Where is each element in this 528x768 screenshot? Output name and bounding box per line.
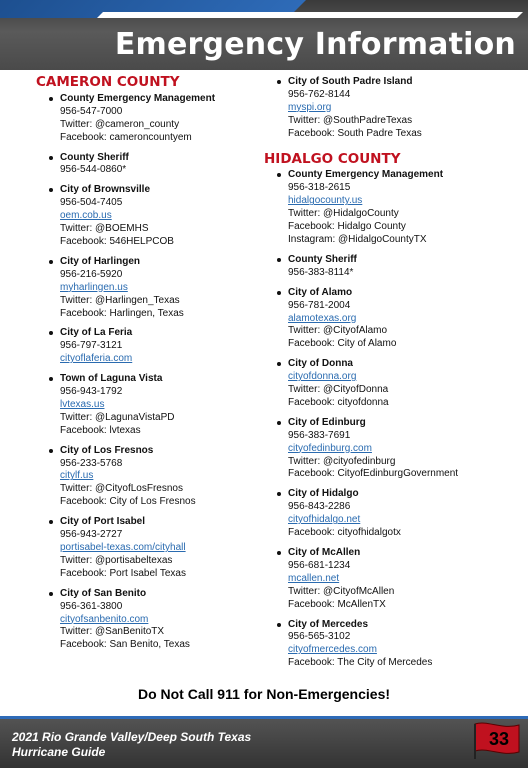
entry-name: City of Mercedes (288, 618, 369, 630)
website-link[interactable]: alamotexas.org (288, 312, 357, 324)
entry-line: Facebook: Hidalgo County (288, 221, 406, 233)
entry-line: Twitter: @CityofDonna (288, 384, 389, 396)
contact-entry (36, 152, 261, 178)
top-entry-list (264, 76, 524, 141)
website-link[interactable]: mcallen.net (288, 572, 340, 584)
contact-entry (36, 184, 261, 249)
website-link[interactable]: cityofedinburg.com (288, 442, 372, 454)
entry-line: 956-681-1234 (288, 559, 351, 571)
guide-title-line1: 2021 Rio Grande Valley/Deep South Texas (12, 730, 252, 744)
contact-entry (36, 327, 261, 366)
entry-name: City of Alamo (288, 286, 353, 298)
entry-name: County Emergency Management (288, 169, 444, 181)
website-link[interactable]: cityoflaferia.com (60, 353, 133, 365)
entry-line: Twitter: @CityofMcAllen (288, 585, 395, 597)
contact-entry (36, 93, 261, 145)
footer-accent-line (0, 716, 528, 719)
contact-entry (264, 547, 524, 612)
entry-line: 956-547-7000 (60, 105, 123, 117)
entry-line: Facebook: CityofEdinburgGovernment (288, 468, 459, 480)
entry-name: City of Los Fresnos (60, 444, 154, 456)
entry-name: County Emergency Management (60, 92, 216, 104)
contact-entry (264, 254, 524, 280)
entry-line: Facebook: City of Los Fresnos (60, 496, 196, 508)
contact-entry (36, 445, 261, 510)
footer-bar (0, 716, 528, 768)
contact-entry (264, 287, 524, 352)
county-heading: CAMERON COUNTY (36, 74, 180, 90)
header-bar (0, 0, 528, 70)
entry-line: Twitter: @BOEMHS (60, 223, 149, 235)
entry-line: Twitter: @cityofedinburg (288, 455, 396, 467)
entry-line: Twitter: @Harlingen_Texas (60, 294, 180, 306)
entry-name: City of Harlingen (60, 255, 141, 267)
contact-entry (36, 588, 261, 653)
hidalgo-entry-list (264, 169, 524, 670)
entry-line: 956-565-3102 (288, 631, 351, 643)
entry-name: Town of Laguna Vista (60, 373, 163, 385)
contact-entry (264, 358, 524, 410)
cameron-entry-list (36, 93, 261, 652)
entry-line: 956-216-5920 (60, 268, 123, 280)
contact-entry (264, 619, 524, 671)
entry-name: County Sheriff (60, 151, 129, 163)
entry-line: Twitter: @CityofAlamo (288, 325, 388, 337)
entry-line: Twitter: @LagunaVistaPD (60, 411, 175, 423)
entry-line: Facebook: Port Isabel Texas (60, 567, 186, 579)
contact-entry (264, 488, 524, 540)
entry-line: Instagram: @HidalgoCountyTX (288, 233, 427, 245)
non-emergency-note: Do Not Call 911 for Non-Emergencies! (137, 686, 391, 702)
entry-line: 956-383-7691 (288, 429, 351, 441)
entry-line: 956-943-1792 (60, 386, 123, 398)
website-link[interactable]: cityofhidalgo.net (288, 514, 361, 526)
entry-line: 956-797-3121 (60, 340, 123, 352)
website-link[interactable]: portisabel-texas.com/cityhall (60, 542, 186, 553)
entry-line: 956-233-5768 (60, 457, 123, 469)
entry-line: Facebook: cityofdonna (288, 396, 389, 408)
contact-entry (36, 373, 261, 438)
guide-title-line2: Hurricane Guide (12, 745, 106, 759)
contact-entry (36, 516, 261, 581)
entry-line: Facebook: cityofhidalgotx (288, 527, 401, 539)
entry-line: Twitter: @cameron_county (60, 118, 180, 130)
entry-line: 956-318-2615 (288, 182, 351, 194)
entry-name: City of La Feria (60, 327, 133, 339)
entry-line: Facebook: cameroncountyem (60, 131, 192, 143)
entry-line: Facebook: McAllenTX (288, 598, 386, 610)
website-link[interactable]: myspi.org (288, 101, 332, 113)
contact-entry (36, 256, 261, 321)
page-number: 33 (488, 729, 510, 749)
header-white-stripe (97, 12, 523, 18)
entry-line: 956-504-7405 (60, 197, 123, 209)
website-link[interactable]: oem.cob.us (60, 210, 112, 222)
entry-line: Facebook: lvtexas (60, 424, 141, 436)
entry-line: 956-781-2004 (288, 299, 351, 311)
entry-line: 956-762-8144 (288, 88, 351, 100)
entry-line: Facebook: 546HELPCOB (60, 235, 174, 247)
entry-name: City of Port Isabel (60, 516, 146, 528)
entry-name: City of Edinburg (288, 416, 366, 428)
entry-line: Facebook: South Padre Texas (288, 127, 422, 139)
website-link[interactable]: citylf.us (60, 470, 94, 482)
entry-line: 956-544-0860* (60, 164, 127, 176)
entry-name: City of San Benito (60, 587, 147, 599)
website-link[interactable]: cityofdonna.org (288, 371, 357, 383)
website-link[interactable]: lvtexas.us (60, 398, 105, 410)
entry-name: City of South Padre Island (288, 76, 413, 87)
entry-line: Twitter: @SanBenitoTX (60, 626, 165, 638)
entry-line: 956-843-2286 (288, 501, 351, 513)
contact-entry (264, 417, 524, 482)
hidalgo-county-column (264, 76, 524, 677)
entry-name: City of Hidalgo (288, 488, 359, 500)
entry-line: Twitter: @portisabeltexas (60, 554, 173, 566)
page-title: Emergency Information (114, 27, 516, 62)
entry-line: 956-943-2727 (60, 529, 123, 541)
entry-line: 956-361-3800 (60, 600, 123, 612)
guide-title (12, 730, 251, 760)
entry-line: Facebook: City of Alamo (288, 338, 397, 350)
website-link[interactable]: cityofmercedes.com (288, 644, 377, 656)
entry-name: City of Donna (288, 358, 353, 370)
contact-entry (264, 169, 524, 246)
entry-line: Facebook: The City of Mercedes (288, 657, 433, 669)
website-link[interactable]: hidalgocounty.us (288, 195, 363, 207)
cameron-county-column (36, 76, 261, 659)
entry-name: City of Brownsville (60, 184, 151, 196)
entry-line: Facebook: Harlingen, Texas (60, 307, 184, 319)
contact-entry (264, 76, 524, 141)
entry-name: City of McAllen (288, 547, 361, 558)
website-link[interactable]: myharlingen.us (60, 281, 128, 293)
entry-line: Twitter: @HidalgoCounty (288, 208, 399, 220)
entry-name: County Sheriff (288, 253, 357, 265)
entry-line: Twitter: @CityofLosFresnos (60, 483, 183, 495)
county-heading: HIDALGO COUNTY (264, 150, 401, 167)
entry-line: 956-383-8114* (288, 266, 354, 278)
entry-line: Facebook: San Benito, Texas (60, 639, 190, 651)
website-link[interactable]: cityofsanbenito.com (60, 613, 149, 625)
entry-line: Twitter: @SouthPadreTexas (288, 114, 413, 126)
